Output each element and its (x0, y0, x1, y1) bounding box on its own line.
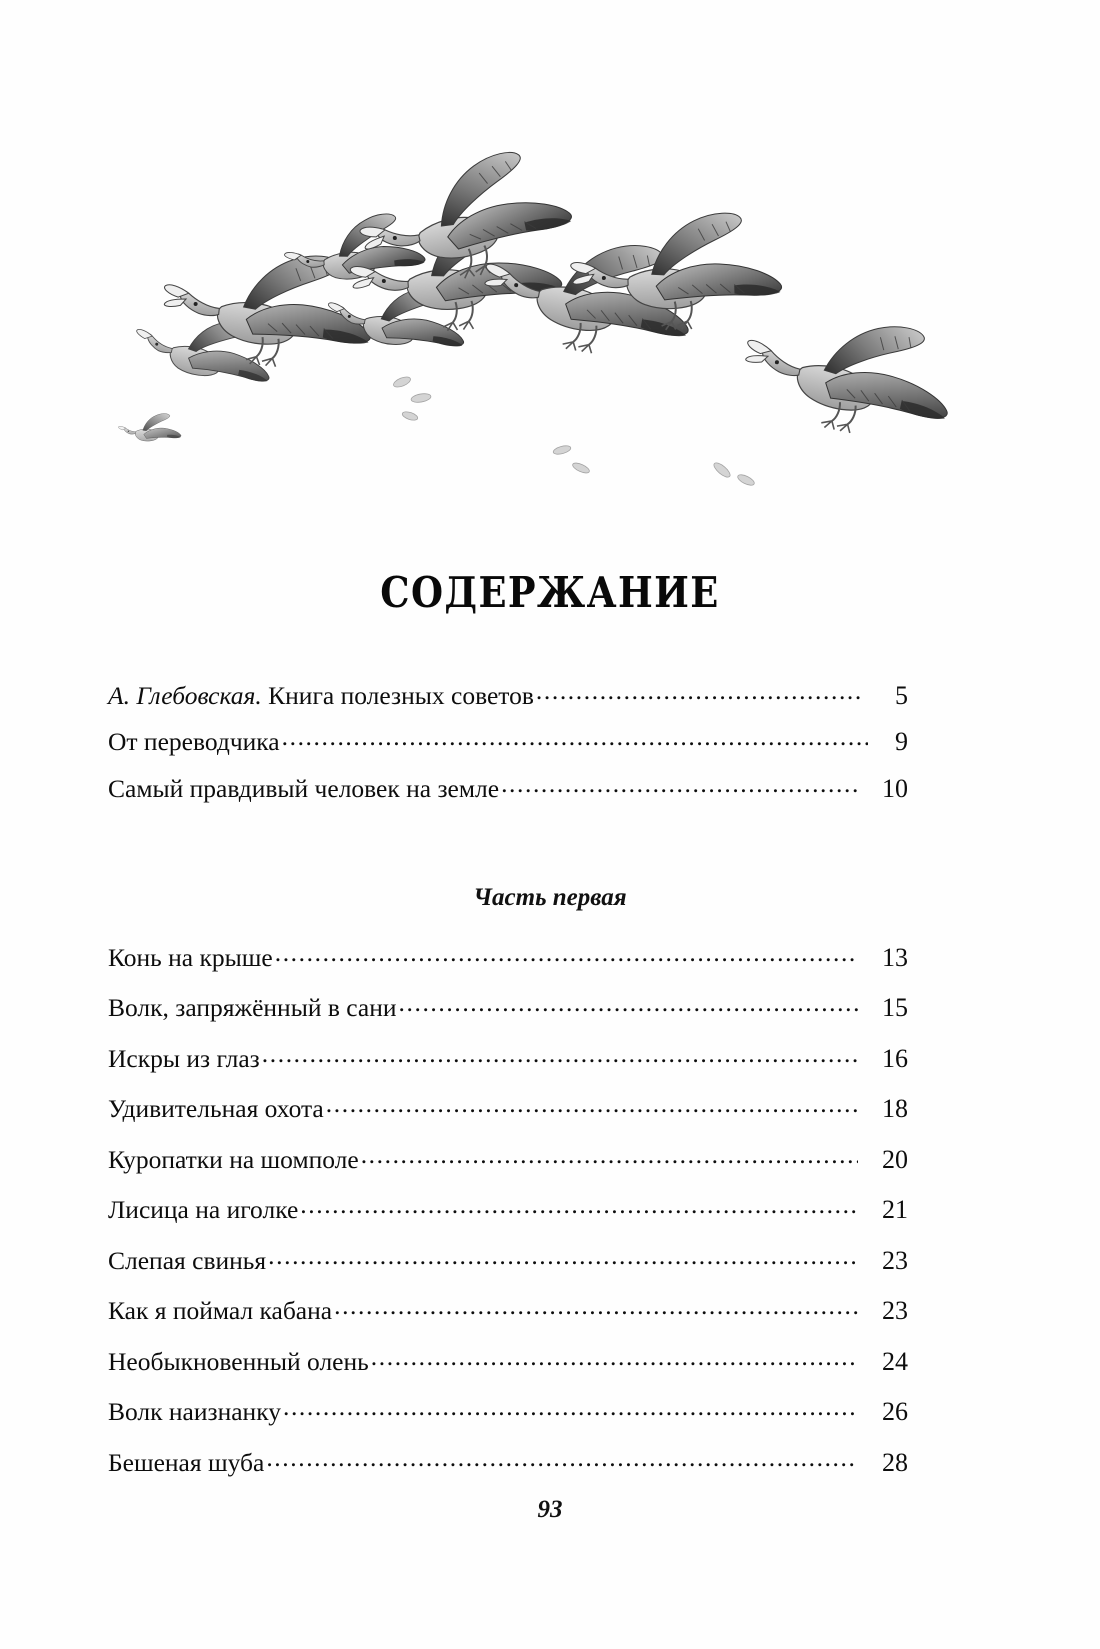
toc-entry[interactable] (108, 1193, 908, 1224)
toc-entry-title: Книга полезных советов (261, 680, 534, 710)
toc-entry-label: Самый правдивый человек на земле (108, 773, 500, 803)
toc-entry-author: А. Глебовская. (108, 680, 262, 710)
toc-entry-page: 26 (882, 1397, 908, 1426)
toc-entry-page: 23 (882, 1245, 908, 1275)
toc-entry[interactable] (108, 1344, 908, 1375)
toc-entry-label: Волк, запряжённый в сани (108, 993, 397, 1022)
toc-leader-dots (326, 1092, 858, 1118)
toc-entry[interactable] (108, 1041, 908, 1072)
toc-leader-dots (536, 678, 864, 704)
part-heading: Часть первая (473, 884, 627, 911)
toc-entry[interactable] (108, 940, 908, 971)
toc-entry[interactable] (108, 1445, 908, 1476)
toc-entry-page: 18 (882, 1094, 908, 1123)
toc-entry-label: Необыкновенный олень (108, 1346, 369, 1376)
toc-entry-label: Удивительная охота (108, 1094, 324, 1123)
toc-leader-dots (282, 725, 868, 751)
toc-leader-dots (268, 1243, 858, 1269)
toc-leader-dots (283, 1395, 858, 1421)
toc-entry-page: 28 (882, 1447, 908, 1477)
toc-entry-page: 16 (882, 1043, 908, 1073)
toc-entry[interactable] (108, 991, 908, 1022)
toc-leader-dots (399, 991, 858, 1017)
toc-leader-dots (361, 1142, 858, 1168)
toc-entry-page: 13 (882, 942, 908, 972)
toc-entry[interactable] (108, 678, 908, 709)
toc-leader-dots (300, 1193, 858, 1219)
toc-entry-label: Волк наизнанку (108, 1397, 281, 1426)
toc-entry-label: Бешеная шуба (108, 1447, 265, 1477)
flying-ducks-illustration (110, 150, 990, 540)
toc-entry[interactable] (108, 771, 908, 802)
toc-leader-dots (275, 940, 858, 966)
toc-entry-page: 20 (882, 1144, 908, 1174)
toc-leader-dots (262, 1041, 858, 1067)
page-title: СОДЕРЖАНИЕ (380, 568, 720, 618)
toc-leader-dots (371, 1344, 858, 1370)
toc-leader-dots (501, 771, 858, 797)
toc-entry[interactable] (108, 1243, 908, 1274)
toc-entry-page: 9 (895, 727, 908, 756)
toc-entry-label (108, 680, 534, 710)
toc-entry-label: Как я поймал кабана (108, 1296, 333, 1325)
toc-entry-page: 10 (882, 773, 908, 803)
toc-entry-label: Конь на крыше (108, 942, 273, 972)
toc-entry-page: 15 (882, 993, 908, 1022)
toc-entry-label: Слепая свинья (108, 1245, 267, 1275)
page-folio: 93 (537, 1496, 563, 1523)
toc-entry-label: От переводчика (108, 727, 280, 756)
toc-entry[interactable] (108, 1395, 908, 1426)
toc-entry-label: Лисица на иголке (108, 1195, 299, 1224)
toc-entry-page: 5 (895, 680, 908, 710)
front-matter-toc (108, 678, 908, 818)
part-one-toc (108, 940, 908, 1496)
toc-entry-page: 24 (882, 1346, 908, 1376)
toc-leader-dots (334, 1294, 858, 1320)
toc-entry-page: 21 (882, 1195, 908, 1224)
toc-entry[interactable] (108, 1092, 908, 1123)
toc-entry-label: Искры из глаз (108, 1043, 260, 1073)
toc-entry[interactable] (108, 1142, 908, 1173)
toc-entry[interactable] (108, 1294, 908, 1325)
toc-entry-page: 23 (882, 1296, 908, 1325)
toc-entry[interactable] (108, 725, 908, 756)
toc-entry-label: Куропатки на шомполе (108, 1144, 359, 1174)
toc-leader-dots (266, 1445, 858, 1471)
